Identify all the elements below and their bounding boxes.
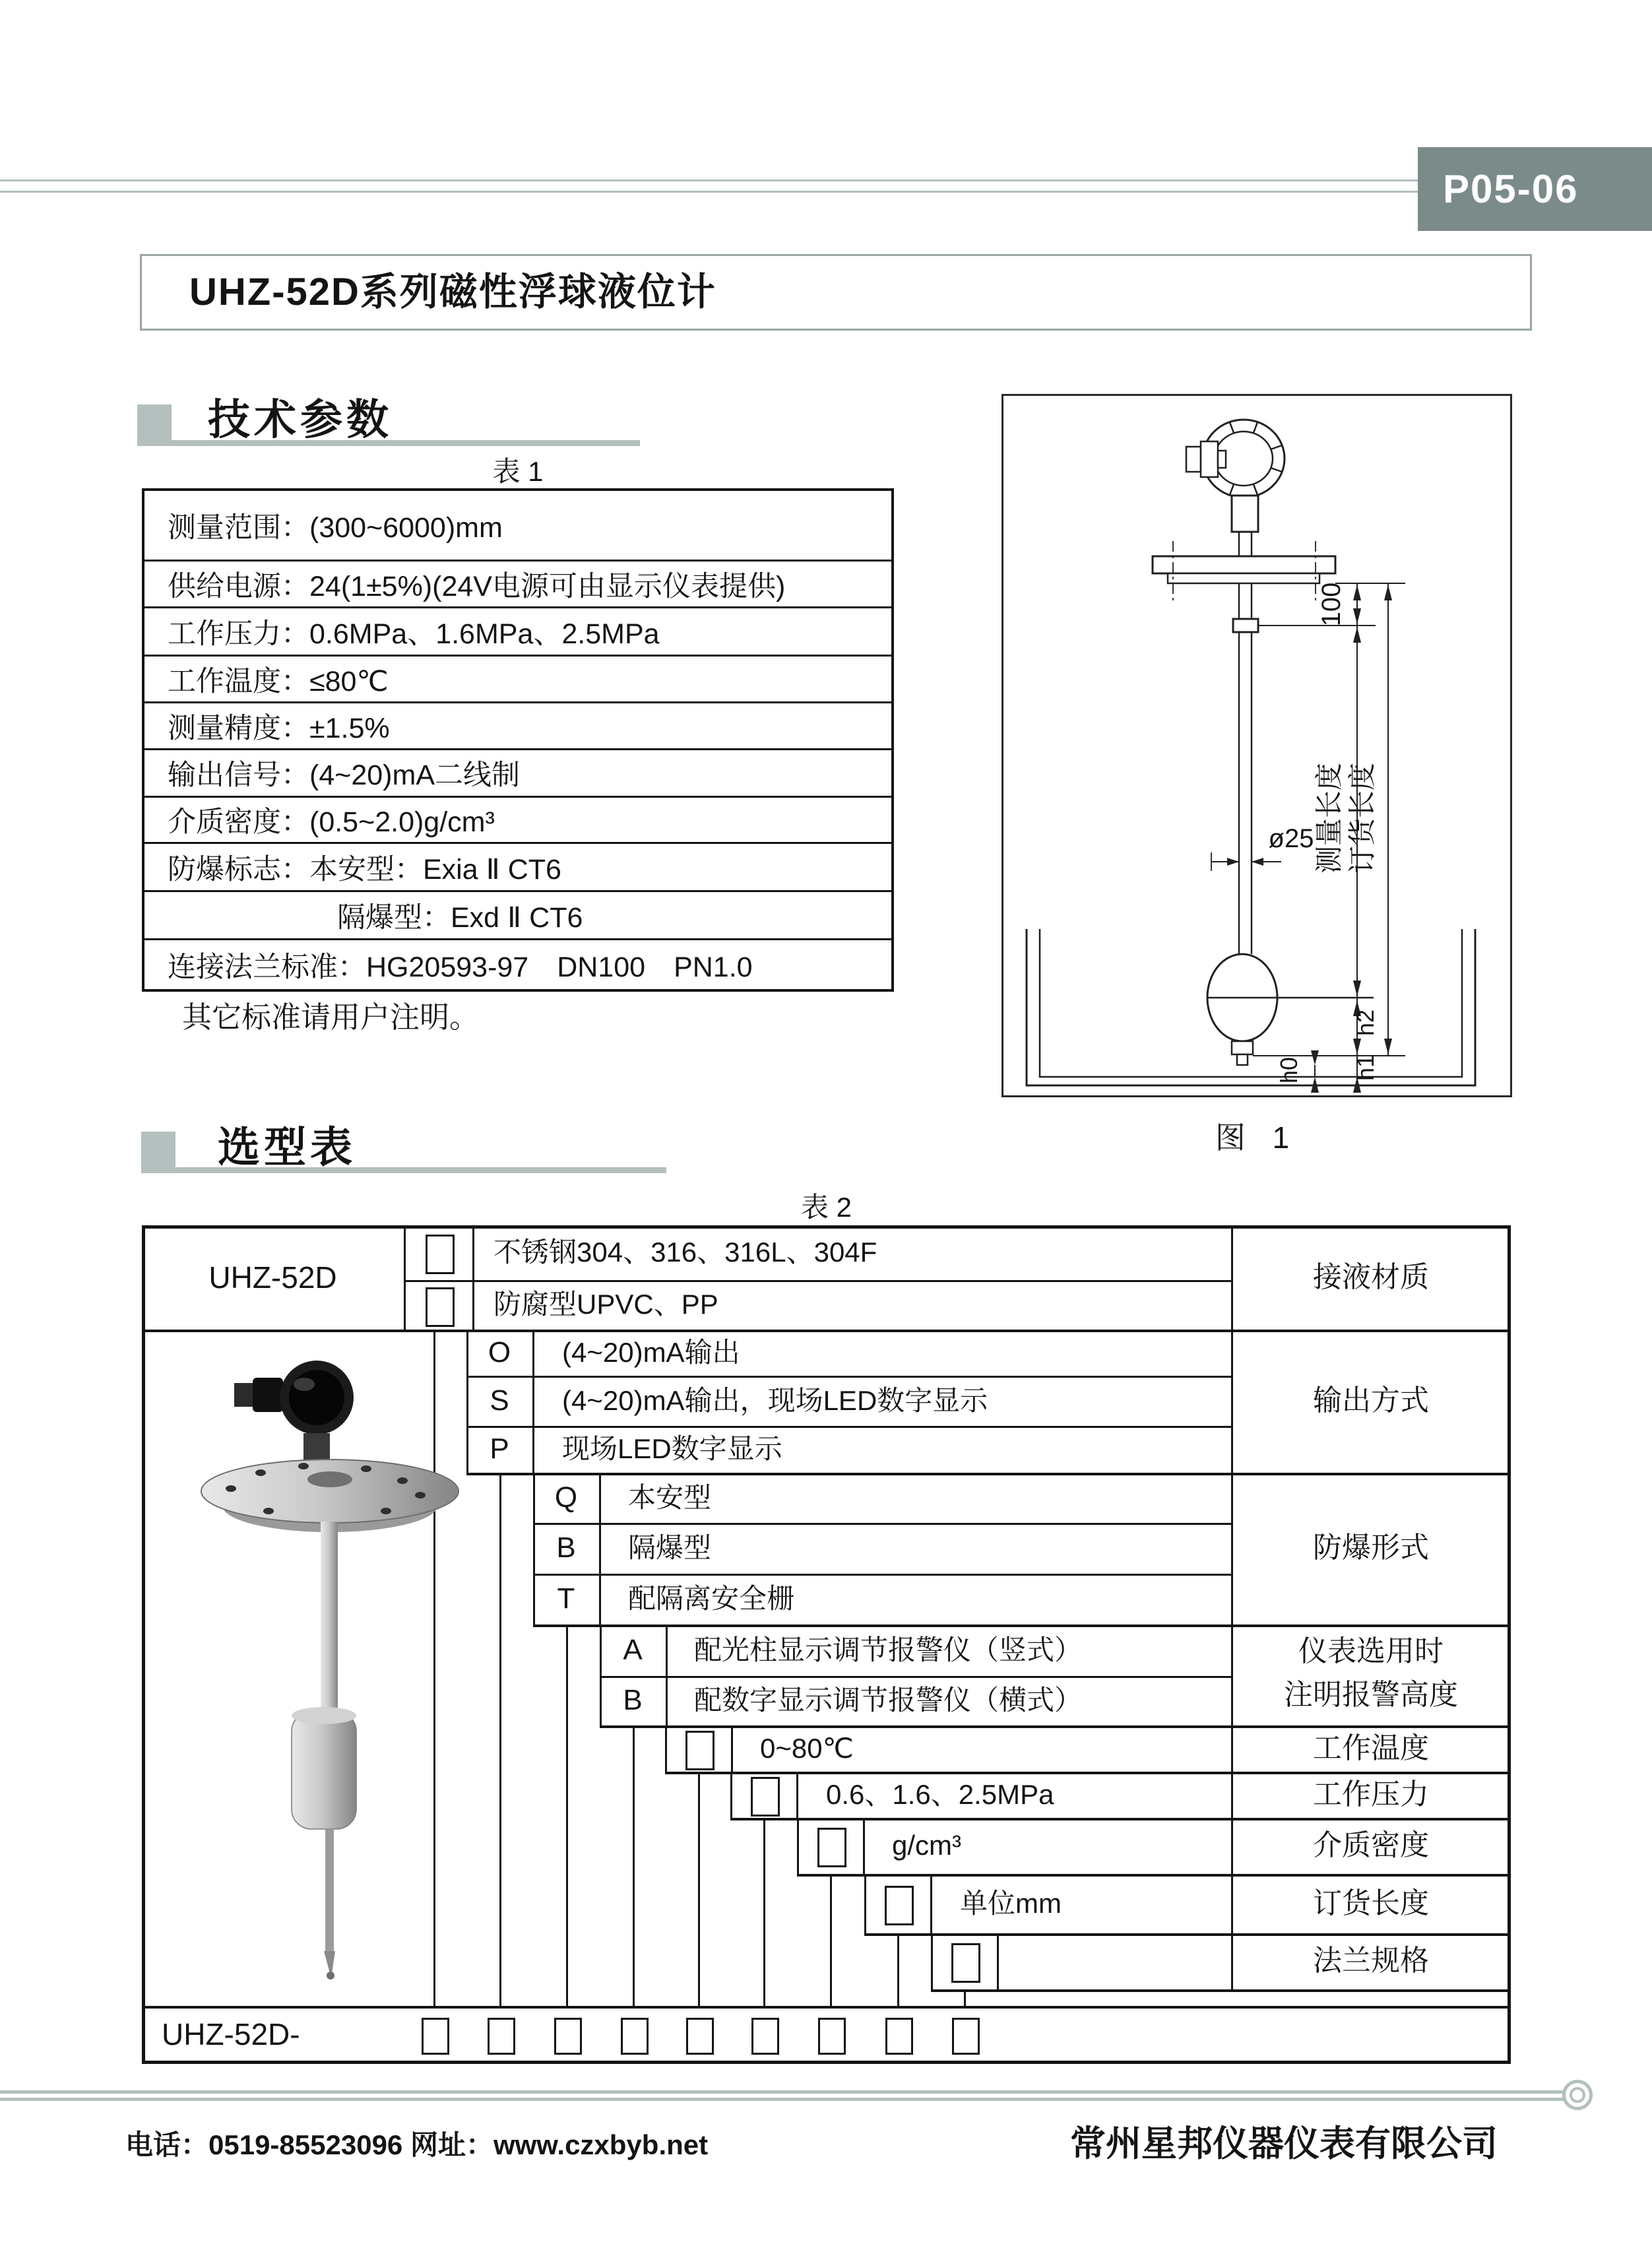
- page-title: UHZ-52D系列磁性浮球液位计: [189, 271, 716, 313]
- dimension-label-h1: h1: [1352, 1054, 1379, 1081]
- category-label-pressure: 工作压力: [1313, 1778, 1429, 1811]
- temperature-option-checkbox[interactable]: [685, 1731, 715, 1770]
- dimension-label-100: 100: [1317, 582, 1346, 627]
- option-code: P: [490, 1432, 509, 1465]
- table1-row: 连接法兰标准：HG20593-97 DN100 PN1.0: [144, 938, 891, 989]
- option-desc: (4~20)mA输出，现场LED数字显示: [562, 1385, 988, 1416]
- order-checkbox-8[interactable]: [885, 2018, 913, 2055]
- table1-row: 工作温度：≤80℃: [144, 655, 891, 701]
- pressure-option-checkbox[interactable]: [751, 1777, 780, 1817]
- option-code: Q: [554, 1481, 578, 1514]
- dimension-label-diameter: ø25: [1268, 824, 1314, 853]
- table1-row: 介质密度：(0.5~2.0)g/cm³: [144, 796, 891, 842]
- dimension-label-measure-length: 测量长度: [1314, 762, 1345, 874]
- option-desc: g/cm³: [892, 1830, 961, 1861]
- option-code: B: [556, 1531, 576, 1564]
- model-label: UHZ-52D: [208, 1260, 337, 1295]
- order-checkbox-4[interactable]: [621, 2018, 649, 2055]
- tech-note: 其它标准请用户注明。: [182, 1000, 480, 1034]
- product-photo: [168, 1339, 492, 1983]
- footer-company: 常州星邦仪器仪表有限公司: [1070, 2124, 1498, 2164]
- order-checkbox-6[interactable]: [751, 2018, 779, 2055]
- dimension-label-h2: h2: [1352, 1009, 1379, 1037]
- material-option-checkbox[interactable]: [426, 1235, 455, 1274]
- option-desc: 隔爆型: [628, 1532, 712, 1563]
- option-desc: 现场LED数字显示: [562, 1433, 782, 1464]
- table1-row: 工作压力：0.6MPa、1.6MPa、2.5MPa: [144, 606, 891, 655]
- table2-caption: 表 2: [800, 1192, 852, 1223]
- material-option-checkbox[interactable]: [426, 1287, 455, 1327]
- order-checkbox-1[interactable]: [422, 2018, 449, 2055]
- option-code: T: [557, 1582, 575, 1615]
- category-label-alarm-line2: 注明报警高度: [1284, 1679, 1458, 1711]
- option-desc: 单位mm: [960, 1888, 1062, 1919]
- dimension-label-order-length: 订货长度: [1347, 762, 1378, 874]
- option-desc: 不锈钢304、316、316L、304F: [493, 1237, 877, 1268]
- table1-row: 测量精度：±1.5%: [144, 701, 891, 748]
- page-code: P05-06: [1443, 167, 1579, 211]
- page-code-badge: [1418, 147, 1652, 231]
- table1-row: 防爆标志：本安型：Exia Ⅱ CT6: [144, 842, 891, 890]
- category-label-exproof: 防爆形式: [1313, 1531, 1429, 1564]
- section-square-tech: [137, 404, 172, 443]
- length-option-checkbox[interactable]: [885, 1886, 914, 1925]
- footer-ring-inner: [1570, 2087, 1585, 2103]
- table1-row: 隔爆型：Exd Ⅱ CT6: [144, 890, 891, 938]
- order-checkbox-3[interactable]: [554, 2018, 582, 2055]
- option-code: A: [623, 1634, 643, 1666]
- order-checkbox-9[interactable]: [952, 2018, 980, 2055]
- figure-caption: 图 1: [1215, 1120, 1299, 1155]
- flange-option-checkbox[interactable]: [951, 1943, 980, 1983]
- footer-rule: [0, 2090, 1569, 2101]
- table1: [142, 488, 894, 992]
- section-square-selection: [141, 1132, 175, 1170]
- option-code: O: [488, 1336, 511, 1368]
- density-option-checkbox[interactable]: [817, 1828, 846, 1867]
- category-label-alarm-line1: 仪表选用时: [1298, 1635, 1444, 1667]
- top-rule: [0, 179, 1418, 193]
- category-label-order-length: 订货长度: [1313, 1887, 1429, 1919]
- table1-row: 输出信号：(4~20)mA二线制: [144, 748, 891, 796]
- category-label-material: 接液材质: [1313, 1261, 1429, 1293]
- option-desc: (4~20)mA输出: [562, 1337, 740, 1368]
- option-desc: 防腐型UPVC、PP: [493, 1289, 718, 1320]
- option-desc: 配光柱显示调节报警仪（竖式）: [694, 1634, 1083, 1665]
- title-box: [140, 254, 1532, 331]
- category-label-density: 介质密度: [1313, 1829, 1429, 1861]
- table1-row: 测量范围：(300~6000)mm: [168, 511, 503, 544]
- option-code: S: [490, 1384, 509, 1417]
- table2: [142, 1225, 1511, 2064]
- section-title-tech: 技术参数: [208, 396, 393, 443]
- category-label-flange-spec: 法兰规格: [1313, 1945, 1429, 1977]
- order-checkbox-2[interactable]: [488, 2018, 515, 2055]
- dimension-label-h0: h0: [1275, 1056, 1302, 1084]
- option-desc: 本安型: [628, 1482, 712, 1513]
- option-code: B: [623, 1684, 643, 1716]
- order-checkbox-5[interactable]: [686, 2018, 714, 2055]
- order-code-prefix: UHZ-52D-: [162, 2017, 300, 2051]
- footer-contact: 电话：0519-85523096 网址：www.czxbyb.net: [125, 2129, 709, 2160]
- option-desc: 0~80℃: [760, 1733, 854, 1764]
- level-gauge-diagram: [1001, 394, 1512, 1097]
- option-desc: 0.6、1.6、2.5MPa: [826, 1779, 1054, 1810]
- category-label-output: 输出方式: [1313, 1384, 1429, 1417]
- order-checkbox-7[interactable]: [818, 2018, 846, 2055]
- table1-caption: 表 1: [492, 456, 544, 487]
- category-label-temperature: 工作温度: [1313, 1732, 1429, 1764]
- option-desc: 配隔离安全栅: [628, 1583, 795, 1614]
- table1-row: 供给电源：24(1±5%)(24V电源可由显示仪表提供): [144, 560, 891, 606]
- option-desc: 配数字显示调节报警仪（横式）: [694, 1685, 1083, 1716]
- section-title-selection: 选型表: [218, 1124, 356, 1171]
